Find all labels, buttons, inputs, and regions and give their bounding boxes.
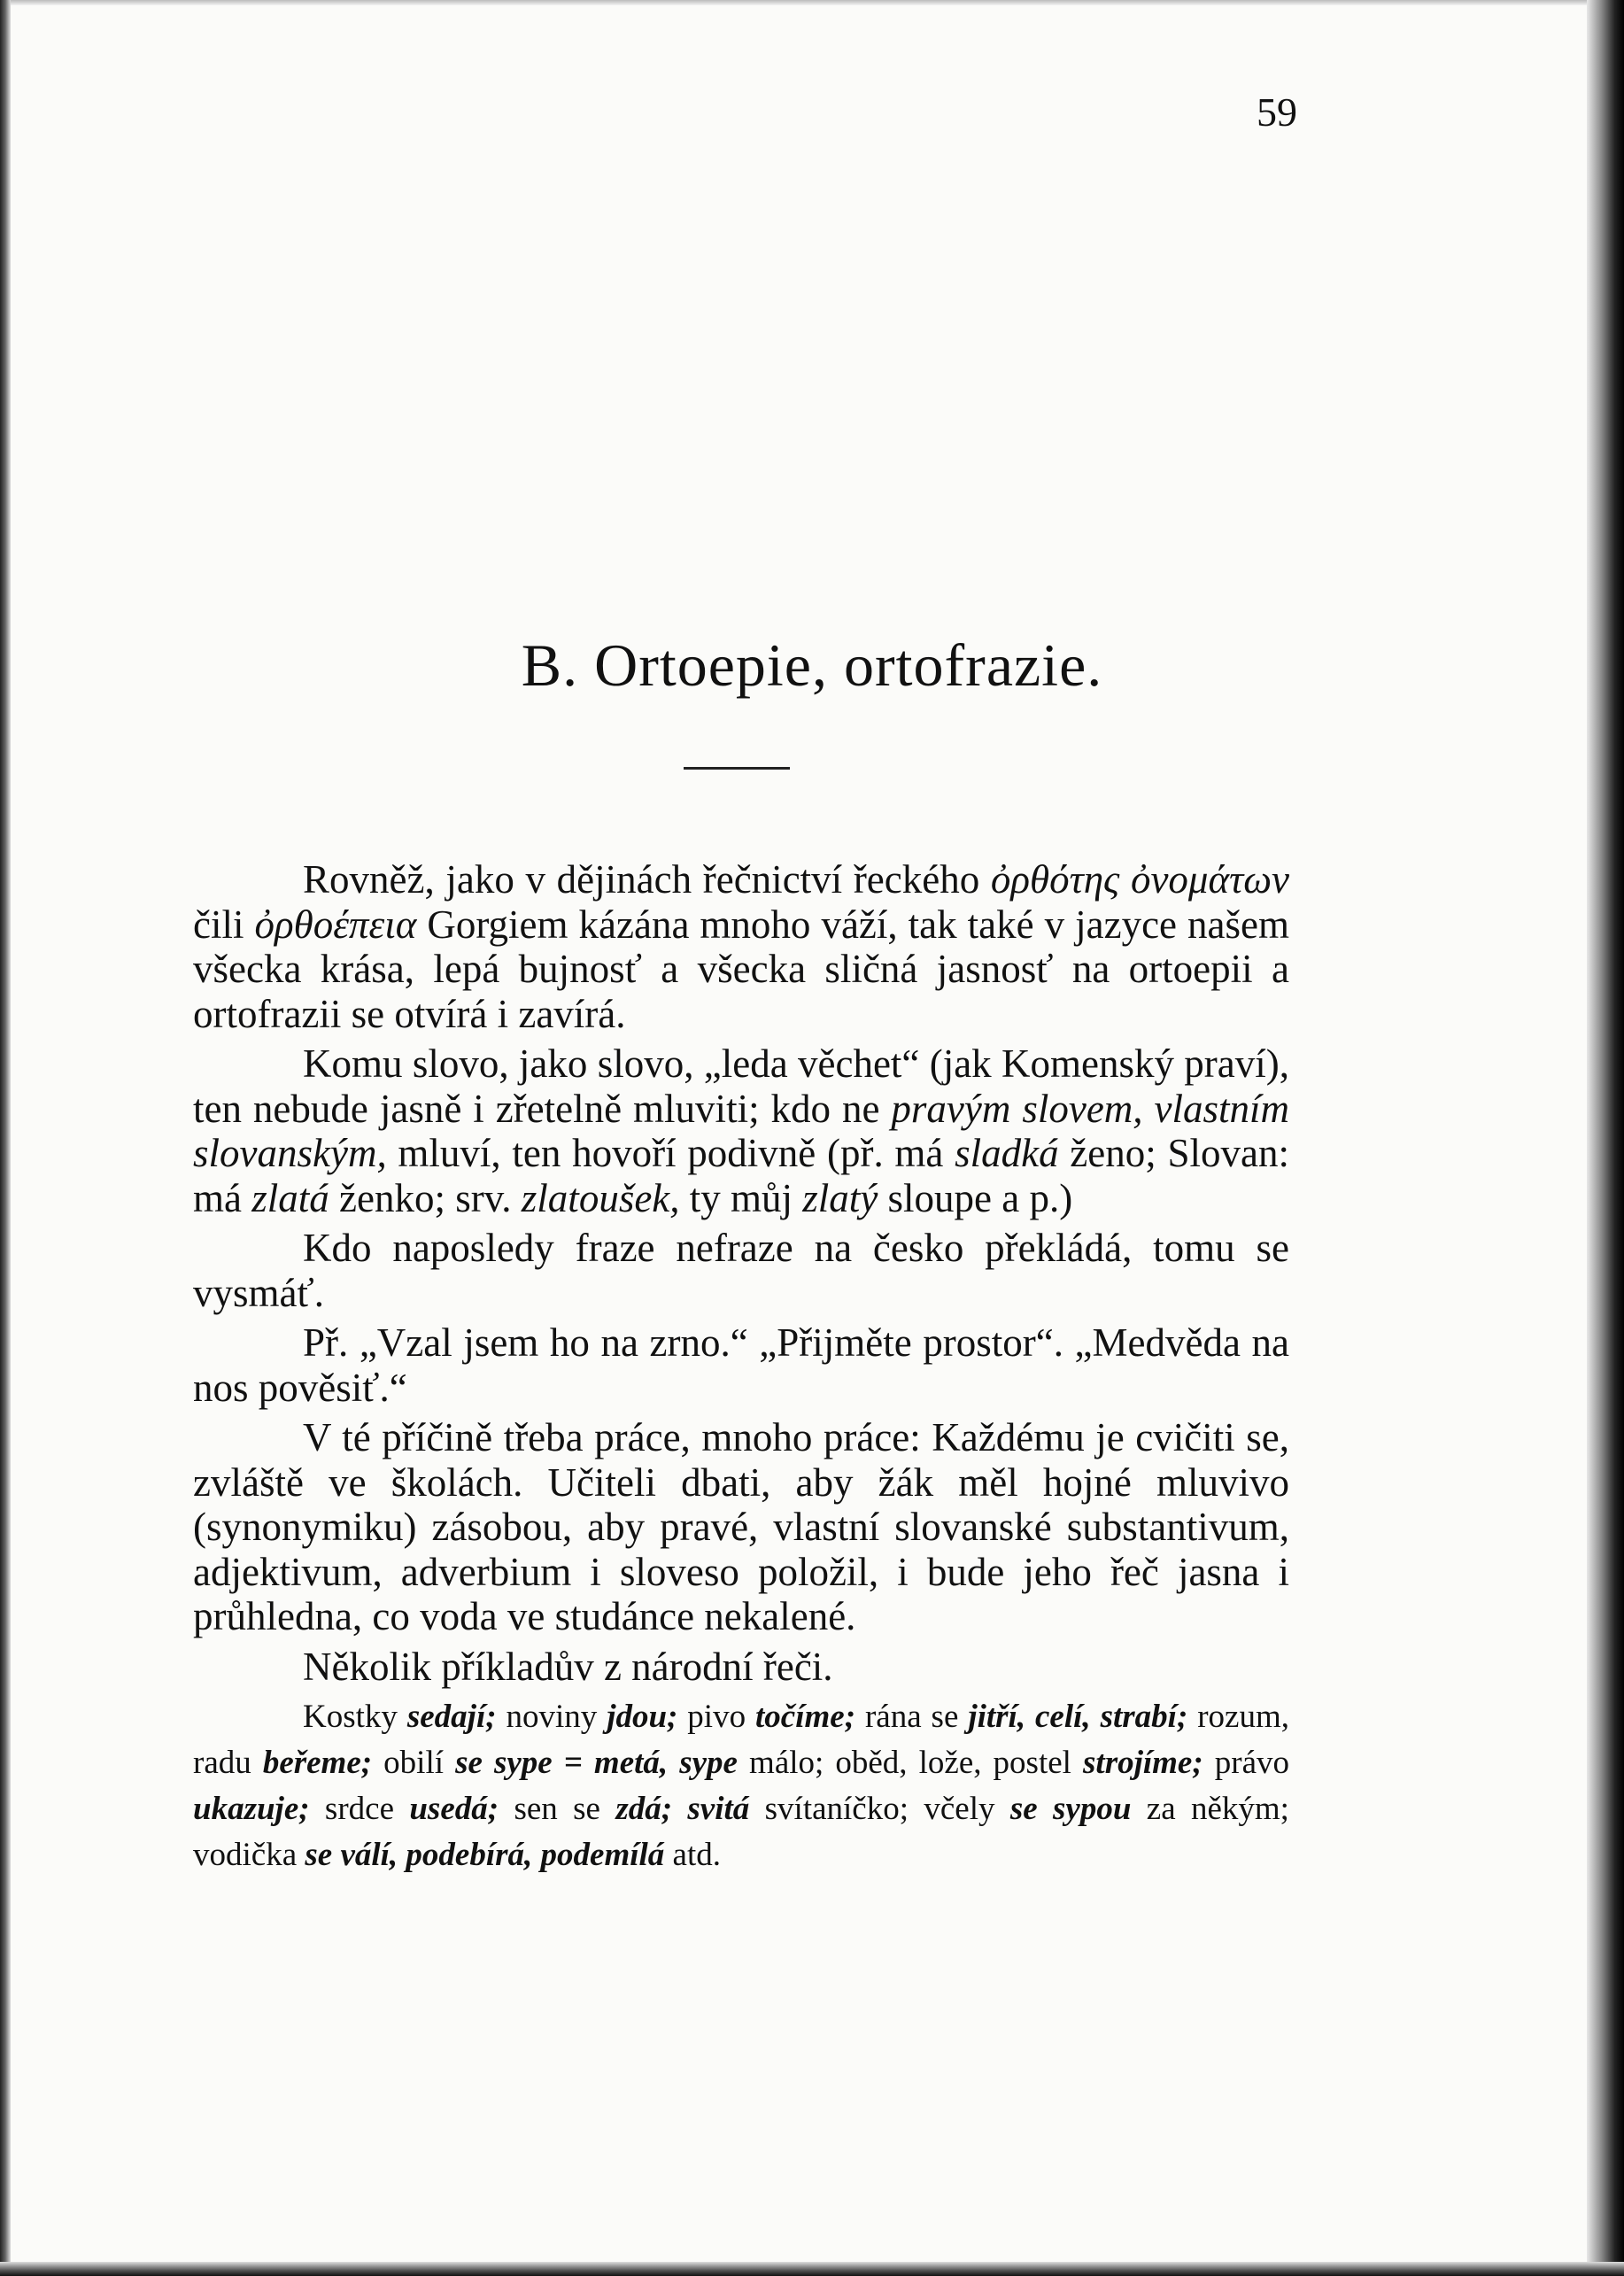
- text-span: Komu slovo, jako slovo, „leda věchet“ (jak Komenský praví), ten nebude jasně i zřetelně mluviti; kdo ne: [193, 1041, 1289, 1131]
- body-text: [193, 857, 1289, 1878]
- text-span: svítaníčko; včely: [749, 1791, 1010, 1827]
- paragraph-1: [193, 857, 1289, 1036]
- text-span: ženo; Slovan: má: [193, 1131, 1289, 1220]
- text-span: srdce: [309, 1791, 410, 1827]
- text-span: pivo: [677, 1699, 756, 1735]
- paragraph-2: [193, 1041, 1289, 1220]
- text-span: sloupe a p.): [878, 1175, 1073, 1220]
- paragraph-4: Př. „Vzal jsem ho na zrno.“ „Přijměte prostor“. „Medvěda na nos pověsiť.“: [193, 1320, 1289, 1410]
- example-term: točíme;: [755, 1699, 856, 1735]
- italic-term: zlatý: [802, 1175, 878, 1220]
- example-term: se sype = metá, sype: [455, 1745, 738, 1781]
- text-span: Kostky: [303, 1699, 407, 1735]
- example-term: jitří, celí, strabí;: [968, 1699, 1188, 1735]
- greek-term: ὀρθότης ὀνομάτων: [990, 857, 1289, 902]
- text-span: noviny: [496, 1699, 607, 1735]
- text-span: mluví, ten hovoří podivně (př. má: [386, 1131, 955, 1175]
- text-span: za někým; vodička: [193, 1791, 1289, 1873]
- example-term: strojíme;: [1083, 1745, 1203, 1781]
- greek-term: ὀρθοέπεια: [254, 902, 417, 947]
- section-heading: B. Ortoepie, ortofrazie.: [521, 631, 1103, 699]
- text-span: Rovněž, jako v dějinách řečnictví řeckého: [303, 857, 991, 902]
- text-span: sen se: [499, 1791, 616, 1827]
- paragraph-6: Několik příkladův z národní řeči.: [303, 1644, 833, 1689]
- example-term: zdá; svitá: [615, 1791, 750, 1827]
- italic-term: zlatoušek,: [521, 1175, 680, 1220]
- page-edge-right: [1587, 0, 1624, 2276]
- example-term: beřeme;: [262, 1745, 373, 1781]
- text-span: Gorgiem kázána mnoho váží, tak také v jazyce našem všecka krása, lepá bujnosť a všecka sličná jasnosť na ortoepii a ortofrazii se otvírá i zavírá.: [193, 902, 1289, 1036]
- text-span: obilí: [372, 1745, 456, 1781]
- italic-term: pravým slovem, vlastním slovanským,: [193, 1086, 1289, 1175]
- example-term: sedají;: [406, 1699, 497, 1735]
- text-span: ženko; srv.: [329, 1175, 522, 1220]
- page-edge-top: [0, 0, 1624, 5]
- text-span: rozum, radu: [193, 1699, 1289, 1781]
- page-edge-bottom: [0, 2262, 1624, 2276]
- text-span: právo: [1203, 1745, 1289, 1781]
- example-term: se válí, podebírá, podemílá: [305, 1837, 665, 1873]
- examples-paragraph: [193, 1694, 1289, 1878]
- text-span: rána se: [855, 1699, 969, 1735]
- italic-term: sladká: [955, 1131, 1059, 1175]
- paragraph-5: V té příčině třeba práce, mnoho práce: Každému je cvičiti se, zvláště ve školách. Učiteli dbati, aby žák měl hojné mluvivo (synonymiku) zásobou, aby pravé, vlastní slovanské substantivum, adjektivum, adverbium i sloveso položil, i bude jeho řeč jasna i průhledna, co voda ve studánce nekalené.: [193, 1415, 1289, 1638]
- page-edge-left: [0, 0, 11, 2276]
- example-term: ukazuje;: [193, 1791, 310, 1827]
- text-span: ty můj: [679, 1175, 803, 1220]
- italic-term: zlatá: [251, 1175, 329, 1220]
- text-span: čili: [193, 902, 255, 947]
- text-span: atd.: [664, 1837, 721, 1873]
- example-term: usedá;: [409, 1791, 499, 1827]
- paragraph-3: Kdo naposledy fraze nefraze na česko překládá, tomu se vysmáť.: [193, 1226, 1289, 1315]
- text-span: málo; oběd, lože, postel: [737, 1745, 1084, 1781]
- page-number: 59: [1257, 89, 1297, 135]
- heading-divider: [684, 767, 790, 770]
- example-term: jdou;: [607, 1699, 678, 1735]
- example-term: se sypou: [1009, 1791, 1132, 1827]
